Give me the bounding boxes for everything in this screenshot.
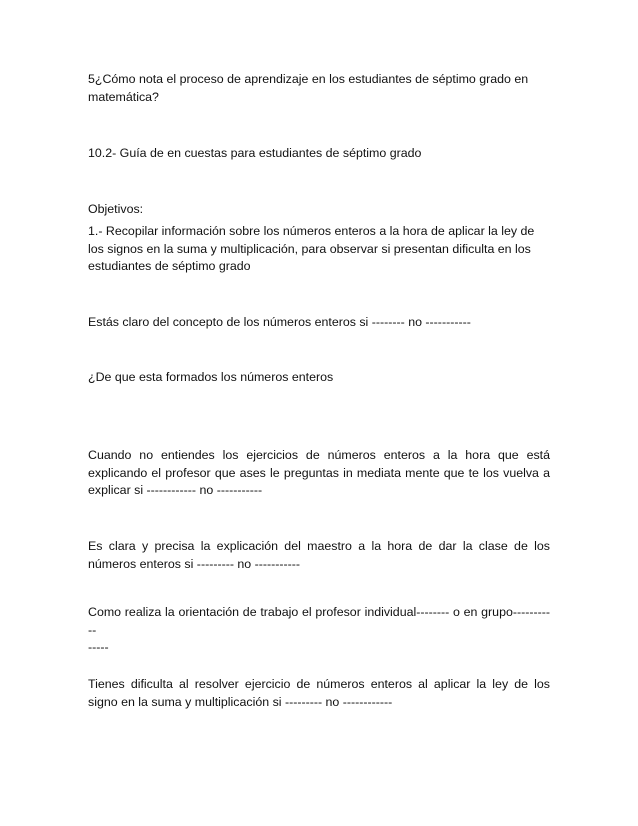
question-5 bbox=[88, 71, 550, 106]
text-line: 5¿Cómo nota el proceso de aprendizaje en los estudiantes de séptimo grado en bbox=[88, 72, 529, 86]
objectives-heading: Objetivos: bbox=[88, 202, 144, 216]
text-line: matemática? bbox=[88, 89, 159, 104]
item-understand bbox=[88, 447, 550, 500]
text-line: Como realiza la orientación de trabajo el profesor individual-------- o en grupo----------- bbox=[88, 605, 550, 637]
text-line: Tienes dificulta al resolver ejercicio de números enteros al aplicar la ley de los bbox=[88, 677, 550, 691]
item-formed: ¿De que esta formados los números enteros bbox=[88, 370, 334, 384]
text-line: los signos en la suma y multiplicación, para observar si presentan dificulta en los bbox=[88, 241, 531, 256]
item-orientation bbox=[88, 604, 550, 657]
text-line: Cuando no entiendes los ejercicios de números enteros a la hora que está bbox=[88, 448, 550, 462]
text-line: signo en la suma y multiplicación si --------- no ------------ bbox=[88, 694, 393, 709]
text-line: ----- bbox=[88, 640, 109, 654]
text-line: explicar si ------------ no ----------- bbox=[88, 483, 263, 497]
item-concept: Estás claro del concepto de los números enteros si -------- no ----------- bbox=[88, 315, 471, 329]
text-line: explicando el profesor que ases le preguntas in mediata mente que te los vuelva a bbox=[88, 465, 550, 480]
text-line: Es clara y precisa la explicación del maestro a la hora de dar la clase de los bbox=[88, 539, 550, 553]
text-line: números enteros si --------- no ----------- bbox=[88, 556, 301, 571]
section-title: 10.2- Guía de en cuestas para estudiantes de séptimo grado bbox=[88, 146, 422, 160]
text-line: 1.- Recopilar información sobre los números enteros a la hora de aplicar la ley de bbox=[88, 224, 535, 238]
item-difficulty bbox=[88, 676, 550, 711]
text-line: estudiantes de séptimo grado bbox=[88, 259, 251, 273]
objective-1 bbox=[88, 223, 550, 276]
item-clear bbox=[88, 538, 550, 573]
